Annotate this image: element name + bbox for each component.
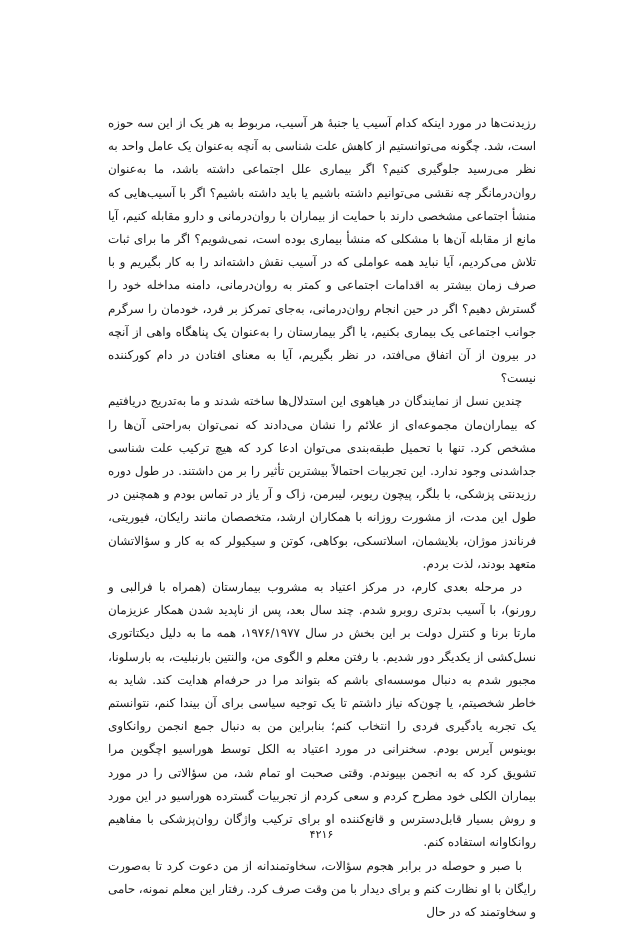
body-text: [108, 112, 536, 924]
page-number: ۴۲۱۶: [309, 828, 334, 841]
paragraph: چندین نسل از نمایندگان در هیاهوی این استدلال‌ها ساخته شدند و ما به‌تدریج دریافتیم که بیماران‌مان مجموعه‌ای از علائم را نشان می‌دادند که نمی‌توان به‌راحتی آن‌ها را مشخص کرد. تنها با تحمیل طبقه‌بندی می‌توان ادعا کرد که هیچ ترکیب علت شناسی جداشدنی وجود ندارد. این تجربیات احتمالاً بیشترین تأثیر را بر من داشتند. در طول دوره رزیدنتی پزشکی، با بلگر، پیچون ریویر، لیبرمن، زاک و آر یاز در تماس بودم و همچنین در طول این مدت، از مشورت روزانه با همکاران ارشد، متخصصان مانند رایکان، فیوریتی، فرناندز موژان، بلایشمان، اسلاتسکی، بوکاهی، کوتن و سیکیولر که به کار و سؤالاتشان متعهد بودند، لذت بردم.: [108, 394, 536, 571]
paragraph: با صبر و حوصله در برابر هجوم سؤالات، سخاوتمندانه از من دعوت کرد تا به‌صورت رایگان با او نظارت کنم و برای دیدار با من وقت صرف کرد. رفتار این معلم نمونه، حامی و سخاوتمند که در حال: [108, 858, 536, 919]
paragraph: رزیدنت‌ها در مورد اینکه کدام آسیب یا جنبهٔ هر آسیب، مربوط به هر یک از این سه حوزه است، شد. چگونه می‌توانستیم از کاهش علت شناسی به آنچه به‌عنوان یک عامل واحد به نظر می‌رسید جلوگیری کنیم؟ اگر بیماری علل اجتماعی داشته باشد، ما به‌عنوان روان‌درمانگر چه نقشی می‌توانیم داشته باشیم یا باید داشته باشیم؟ اگر با آسیب‌هایی که منشأ اجتماعی مشخصی دارند با حمایت از بیماران با روان‌درمانی و دارو مقابله کنیم، آیا مانع از مقابله آن‌ها با مشکلی که منشأ بیماری بوده است، نمی‌شویم؟ اگر ما برای ثبات تلاش می‌کردیم، آیا نباید همه عواملی که در آسیب نقش داشته‌اند را به کار بگیریم و با صرف زمان بیشتر به اقدامات اجتماعی و کمتر به روان‌درمانی، دامنه مداخله خود را گسترش دهیم؟ اگر در حین انجام روان‌درمانی، به‌جای تمرکز بر فرد، خودمان را سرگرم جوانب اجتماعی یک بیماری بکنیم، یا اگر بیمارستان را به‌عنوان یک پناهگاه واهی از آنچه در بیرون از آن اتفاق می‌افتد، در نظر بگیریم، آیا به معنای افتادن در دام کورکننده نیست؟: [108, 116, 536, 386]
paragraph: در مرحله بعدی کارم، در مرکز اعتیاد به مشروب بیمارستان (همراه با فرالبی و رورنو)، با آسیب بدتری روبرو شدم. چند سال بعد، پس از ناپدید شدن همکار عزیزمان مارتا برنا و کنترل دولت بر این بخش در سال ۱۹۷۶/۱۹۷۷، همه ما به دلیل دیکتاتوری نسل‌کشی از یکدیگر دور شدیم. با رفتن معلم و الگوی من، والنتین بارنبلیت، به بارسلونا، مجبور شدم به دنبال موسسه‌ای باشم که بتواند مرا در حرفه‌ام هدایت کند. شاید به خاطر شخصیتم، یا چون‌که نیاز داشتم تا یک توجیه سیاسی برای آن بیندا کنم، نتوانستم یک تجربه یادگیری فردی را انتخاب کنم؛ بنابراین من به دنبال جمع انجمن روانکاوی بوینوس آیرس بودم. سخنرانی در مورد اعتیاد به الکل توسط هوراسیو اچگوین مرا تشویق کرد که به انجمن بپیوندم. وقتی صحبت او تمام شد، من سؤالاتی را در مورد بیماران الکلی خود مطرح کردم و سعی کردم از تجربیات گسترده هوراسیو در این مورد و روش بسیار قابل‌دسترس و قانع‌کننده او برای ترکیب واژگان روان‌پزشکی با مفاهیم روانکاوانه استفاده کنم.: [108, 580, 536, 850]
